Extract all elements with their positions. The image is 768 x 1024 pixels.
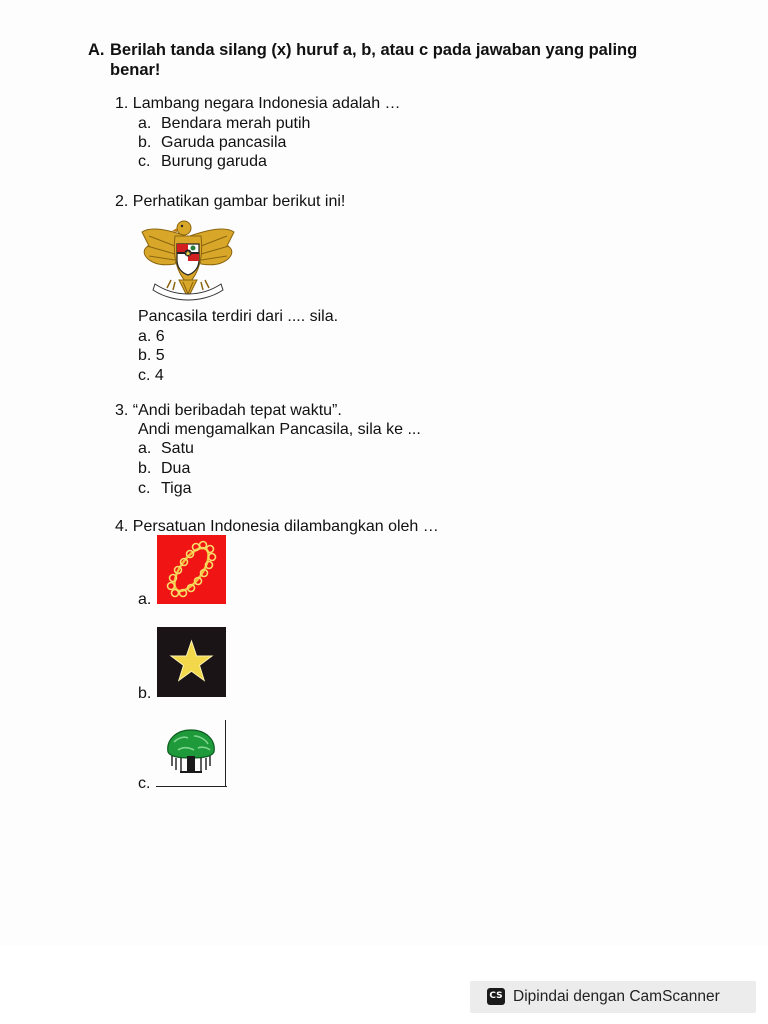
instruction-line-2: benar! — [110, 61, 161, 79]
section-marker: A. — [88, 41, 105, 59]
question-3-quote: 3. “Andi beribadah tepat waktu”. — [115, 402, 342, 419]
q2-option-c: c. 4 — [138, 367, 164, 384]
q1-option-b-text: Garuda pancasila — [161, 134, 287, 151]
question-2: 2. Perhatikan gambar berikut ini! — [115, 193, 346, 210]
q2-option-a: a. 6 — [138, 328, 165, 345]
q4-option-c-letter: c. — [138, 775, 151, 792]
q1-option-c-letter: c. — [138, 153, 151, 170]
question-4: 4. Persatuan Indonesia dilambangkan oleh … — [115, 518, 439, 535]
q2-sub-question: Pancasila terdiri dari .... sila. — [138, 308, 339, 325]
gold-star-on-black-icon — [157, 627, 226, 697]
camscanner-logo-icon: CS — [487, 988, 505, 1005]
q1-option-a-text: Bendara merah putih — [161, 115, 311, 132]
q1-option-c-text: Burung garuda — [161, 153, 267, 170]
garuda-pancasila-icon — [139, 212, 237, 306]
q3-option-c-text: Tiga — [161, 480, 192, 497]
question-3: Andi mengamalkan Pancasila, sila ke ... — [138, 421, 421, 438]
q3-option-b-letter: b. — [138, 460, 152, 477]
q3-option-c-letter: c. — [138, 480, 151, 497]
q4-option-b-letter: b. — [138, 685, 152, 702]
q1-option-b-letter: b. — [138, 134, 152, 151]
chain-on-red-icon — [157, 535, 226, 604]
q4-c-frame-right — [225, 720, 226, 787]
camscanner-text: Dipindai dengan CamScanner — [513, 988, 720, 1005]
q2-option-b: b. 5 — [138, 347, 165, 364]
q3-option-a-letter: a. — [138, 440, 152, 457]
banyan-tree-icon — [164, 728, 218, 776]
q4-c-frame-bottom — [156, 786, 227, 787]
question-1: 1. Lambang negara Indonesia adalah … — [115, 95, 401, 112]
q1-option-a-letter: a. — [138, 115, 152, 132]
q3-option-b-text: Dua — [161, 460, 191, 477]
q3-option-a-text: Satu — [161, 440, 194, 457]
q4-option-a-letter: a. — [138, 591, 152, 608]
instruction-line-1: Berilah tanda silang (x) huruf a, b, atau c pada jawaban yang paling — [110, 41, 638, 59]
camscanner-badge — [470, 981, 756, 1013]
